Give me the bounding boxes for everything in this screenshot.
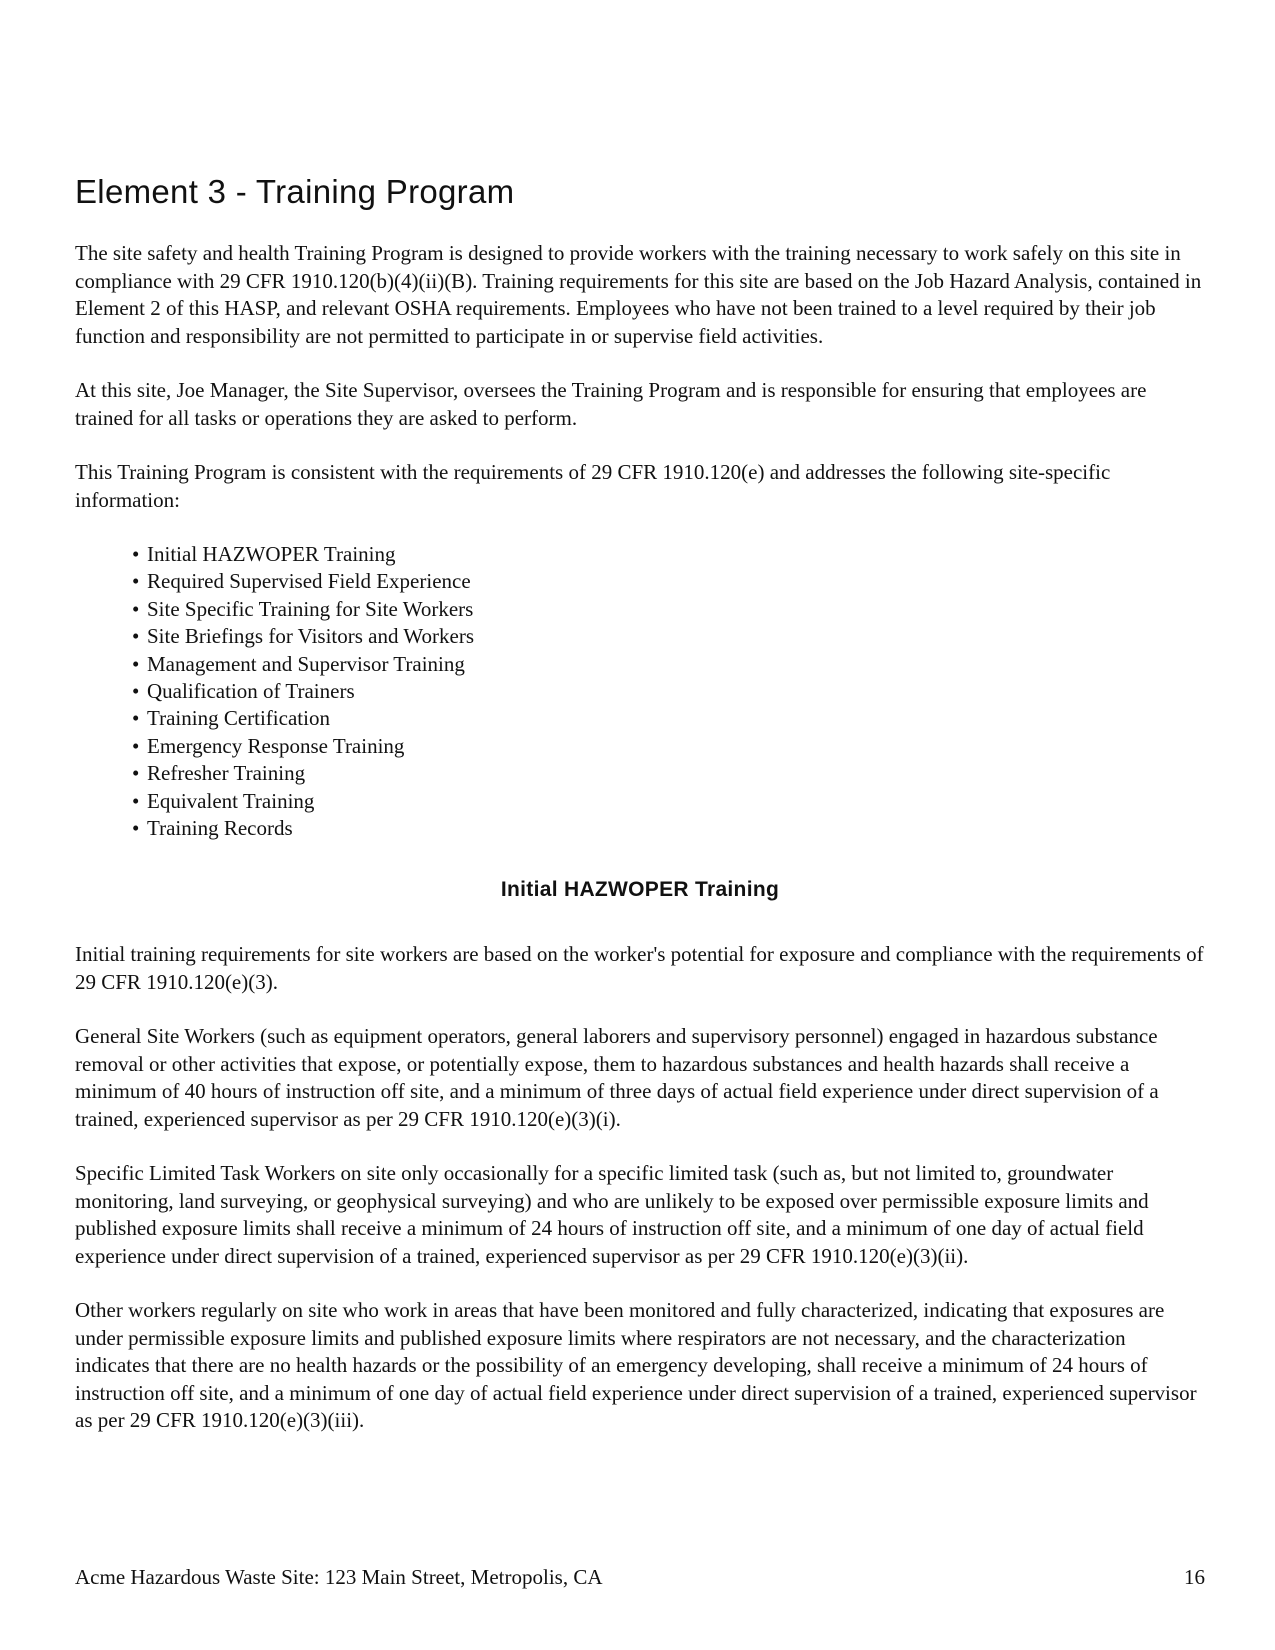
topic-list <box>75 541 1205 842</box>
page-title: Element 3 - Training Program <box>75 173 515 210</box>
general-workers-paragraph: General Site Workers (such as equipment operators, general laborers and supervisory personnel) engaged in hazardous substance removal or other activities that expose, or potentially expose, them to hazardous substances and health hazards shall receive a minimum of 40 hours of instruction off site, and a minimum of three days of actual field experience under direct supervision of a trained, experienced supervisor as per 29 CFR 1910.120(e)(3)(i). <box>75 1024 1159 1131</box>
list-item: • Qualification of Trainers <box>132 678 1205 705</box>
requirements-paragraph: This Training Program is consistent with the requirements of 29 CFR 1910.120(e) and addresses the following site-specific information: <box>75 460 1111 512</box>
document-page <box>75 172 1205 1462</box>
section-subheading: Initial HAZWOPER Training <box>500 878 780 902</box>
list-item: • Emergency Response Training <box>132 733 1205 760</box>
page-number: 16 <box>1184 1565 1205 1589</box>
list-item: • Site Specific Training for Site Workers <box>132 596 1205 623</box>
list-item: • Equivalent Training <box>132 788 1205 815</box>
list-item: • Site Briefings for Visitors and Workers <box>132 623 1205 650</box>
list-item: • Refresher Training <box>132 760 1205 787</box>
page-footer <box>75 1565 1205 1590</box>
list-item: • Training Records <box>132 815 1205 842</box>
list-item: • Training Certification <box>132 705 1205 732</box>
initial-training-paragraph: Initial training requirements for site workers are based on the worker's potential for exposure and compliance with the requirements of 29 CFR 1910.120(e)(3). <box>75 942 1204 994</box>
other-workers-paragraph: Other workers regularly on site who work in areas that have been monitored and fully characterized, indicating that exposures are under permissible exposure limits and published exposure limits where respirators are not necessary, and the characterization indicates that there are no health hazards or the possibility of an emergency developing, shall receive a minimum of 24 hours of instruction off site, and a minimum of one day of actual field experience under direct supervision of a trained, experienced supervisor as per 29 CFR 1910.120(e)(3)(iii). <box>75 1298 1197 1433</box>
limited-task-workers-paragraph: Specific Limited Task Workers on site only occasionally for a specific limited task (such as, but not limited to, groundwater monitoring, land surveying, or geophysical surveying) and who are unlikely to be exposed over permissible exposure limits and published exposure limits shall receive a minimum of 24 hours of instruction off site, and a minimum of one day of actual field experience under direct supervision of a trained, experienced supervisor as per 29 CFR 1910.120(e)(3)(ii). <box>75 1161 1149 1268</box>
footer-site-address: Acme Hazardous Waste Site: 123 Main Street, Metropolis, CA <box>75 1565 603 1589</box>
intro-paragraph: The site safety and health Training Program is designed to provide workers with the training necessary to work safely on this site in compliance with 29 CFR 1910.120(b)(4)(ii)(B). Training requirements for this site are based on the Job Hazard Analysis, contained in Element 2 of this HASP, and relevant OSHA requirements. Employees who have not been trained to a level required by their job function and responsibility are not permitted to participate in or supervise field activities. <box>75 241 1202 348</box>
list-item: • Required Supervised Field Experience <box>132 568 1205 595</box>
list-item: • Management and Supervisor Training <box>132 651 1205 678</box>
supervisor-paragraph: At this site, Joe Manager, the Site Supervisor, oversees the Training Program and is responsible for ensuring that employees are trained for all tasks or operations they are asked to perform. <box>75 378 1147 430</box>
list-item: • Initial HAZWOPER Training <box>132 541 1205 568</box>
